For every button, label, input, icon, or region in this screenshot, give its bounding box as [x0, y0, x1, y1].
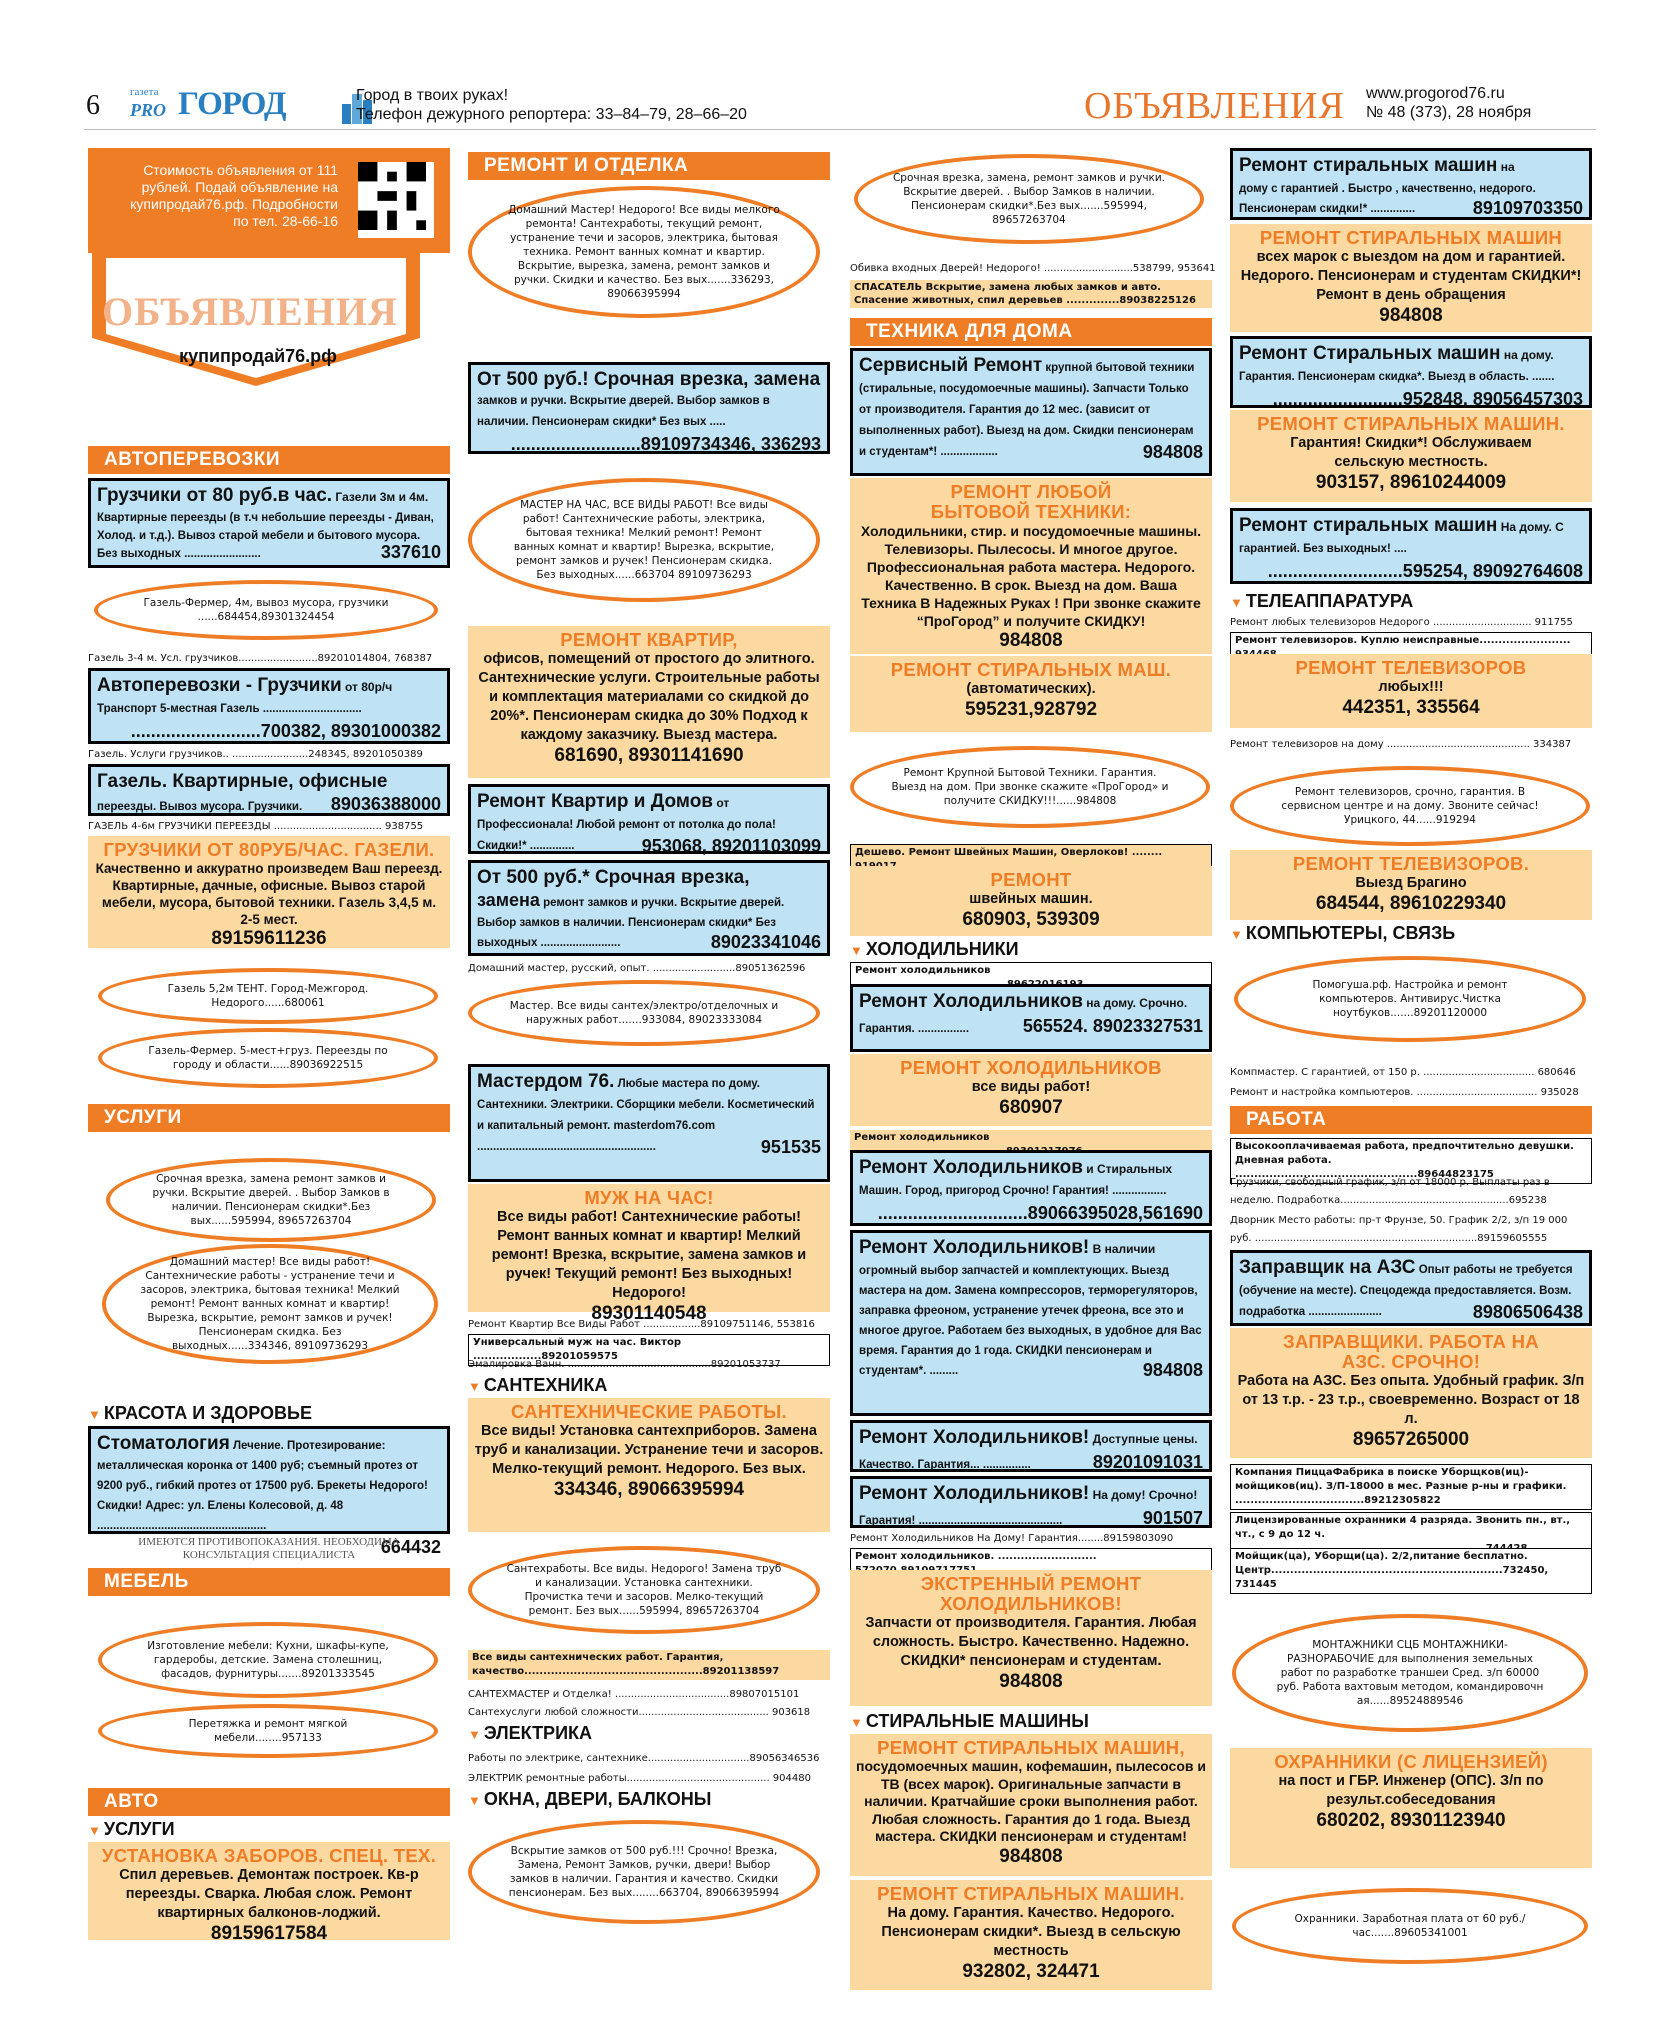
oval-ad: Мастер. Все виды сантех/электро/отделочных и наружных работ.......933084, 89023333084 — [468, 980, 820, 1046]
heading-autoperevozki: АВТОПЕРЕВОЗКИ — [88, 446, 450, 474]
heading-mebel: МЕБЕЛЬ — [88, 1568, 450, 1596]
line-ad: Грузчики, свободный график, з/п от 18000 р. Выплаты раз в неделю. Подработка.....................................................695238 — [1230, 1177, 1550, 1206]
ad-body: Опыт работы не требуется (обучение на месте). Спецодежда предоставляется. Возм. подработка ....................... — [1239, 1264, 1573, 1318]
ad-holodilniki-1 — [850, 984, 1212, 1052]
ad-phone[interactable]: 337610 — [380, 542, 441, 562]
line-ad: Эмалировка Ванн. .............................................89201053737 — [468, 1359, 781, 1370]
line-ad-boxed: Ремонт телевизоров. Куплю неисправные........................ — [1230, 632, 1592, 664]
oval-ad: МАСТЕР НА ЧАС, ВСЕ ВИДЫ РАБОТ! Все виды работ! Сантехнические работы, электрика, бытовая техника! Мелкий ремонт! Ремонт ванных комнат и квартир! Вырезка, вскрытие, ремонт замков и ручек! Пенсионерам скидка. Без выходных......663704 89109736293 — [468, 478, 820, 602]
ad-body: Машин. Город, пригород Срочно! Гарантия! ................. — [859, 1185, 1167, 1197]
line-ad: Дворник Место работы: пр-т Фрунзе, 50. График 2/2, з/п 19 000 руб. ......................................................................89159605555 — [1230, 1215, 1568, 1244]
ad-body: Качественно и аккуратно произведем Ваш переезд. Квартирные, дачные, офисные. Вывоз старой мебели, мусора, бытовой техники. Газель 3,4,5 м. 2-5 мест. — [95, 861, 443, 927]
ad-title-suffix: на — [1497, 160, 1515, 174]
ad-title: РЕМОНТ ЛЮБОЙ БЫТОВОЙ ТЕХНИКИ: — [930, 481, 1132, 522]
ad-title: Ремонт Холодильников! — [859, 1483, 1090, 1504]
line-ad: САНТЕХМАСТЕР и Отделка! ....................................89807015101 — [468, 1689, 800, 1700]
ad-phone[interactable]: 89109703350 — [1472, 198, 1583, 218]
ad-stiralnye-3 — [1230, 508, 1592, 584]
subheading-santehnika: ▼ САНТЕХНИКА — [468, 1375, 608, 1395]
ad-title-suffix: На дому! Срочно! — [1089, 1488, 1198, 1502]
oval-ad: Сантехработы. Все виды. Недорого! Замена труб и канализации. Установка сантехники. Прочистка течи и засоров. Мелко-текущий ремонт. Без вых......595994, 89657263704 — [468, 1546, 820, 1634]
ad-body: Любые мастера по дому. Сантехники. Электрики. Сборщики мебели. Косметический и капитальный ремонт. masterdom76.com ........................................................ — [477, 1078, 815, 1153]
ad-title: РЕМОНТ КВАРТИР, — [560, 629, 738, 650]
ad-phone[interactable]: ..........................700382, 89301000382 — [130, 721, 441, 741]
qr-code-icon[interactable] — [358, 162, 434, 238]
oval-ad: Газель-Фермер. 5-мест+груз. Переезды по городу и области......89036922515 — [98, 1028, 438, 1088]
ad-holodilniki-4 — [850, 1420, 1212, 1472]
line-ad-boxed: Универсальный муж на час. Виктор ..................89201059575 — [468, 1334, 830, 1366]
ad-title: ОХРАННИКИ (С ЛИЦЕНЗИЕЙ) — [1274, 1751, 1548, 1772]
ad-phone[interactable]: 89036388000 — [330, 794, 441, 814]
line-ad: Ремонт Квартир Все Виды Работ ..................89109751146, 553816 — [468, 1319, 815, 1330]
ad-body: офисов, помещений от простого до элитного. Сантехнические услуги. Строительные работы и комплектация материалами со скидкой до 20%*. Пенсионерам скидка до 30% Подход к каждому заказчику. Выезд мастера. — [478, 651, 820, 743]
ad-phone[interactable]: 89301140548 — [591, 1303, 707, 1324]
ad-title-suffix: на дому. — [1500, 348, 1554, 362]
ad-title: Ремонт Квартир и Домов — [477, 791, 713, 812]
ad-phone[interactable]: 680907 — [999, 1097, 1063, 1118]
ad-phone[interactable]: 984808 — [999, 630, 1063, 651]
ad-orange — [1230, 654, 1592, 728]
ad-title: РЕМОНТ — [990, 869, 1072, 890]
subheading-elektrika: ▼ ЭЛЕКТРИКА — [468, 1723, 592, 1743]
oval-ad: Изготовление мебели: Кухни, шкафы-купе, гардеробы, детские. Замена столешниц, фасадов, фурнитуры.......89201333545 — [98, 1622, 438, 1698]
line-ad: Сантехуслуги любой сложности......................................... 903618 — [468, 1707, 811, 1718]
line-ad-orange: Все виды сантехнических работ. Гарантия, качество...............................................89201138597 — [468, 1650, 830, 1680]
promo-title: ОБЪЯВЛЕНИЯ — [102, 289, 398, 334]
ad-phone[interactable]: 664432 — [380, 1537, 441, 1557]
ad-stiralnye-2 — [1230, 336, 1592, 408]
column-3 — [850, 148, 1216, 2018]
ad-orange — [1230, 224, 1592, 332]
ad-body: Гарантия. Пенсионерам скидка*. Выезд в область. ....... — [1239, 371, 1555, 383]
line-ad-boxed: Компания ПиццаФабрика в поиске Уборщков(иц)-мойщиков(иц). З/П-18000 в мес. Разные р-ны и графики. ..................................89212305822 — [1230, 1464, 1592, 1510]
oval-ad: Помогуша.рф. Настройка и ремонт компьютеров. Антивирус.Чистка ноутбуков.......89201120000 — [1234, 956, 1586, 1042]
ad-phone[interactable]: 680903, 539309 — [962, 909, 1100, 930]
ad-orange — [850, 866, 1212, 936]
ad-phone[interactable]: 89159617584 — [210, 1923, 328, 1944]
subheading-holodilniki: ▼ ХОЛОДИЛЬНИКИ — [850, 939, 1019, 959]
ad-phone[interactable]: 89023341046 — [710, 932, 821, 952]
ad-zapravshik — [1230, 1250, 1592, 1326]
ad-title: РЕМОНТ ХОЛОДИЛЬНИКОВ — [900, 1057, 1162, 1078]
ad-phone[interactable]: 984808 — [1142, 442, 1203, 462]
ad-body: замков и ручки. Вскрытие дверей. Выбор замков в наличии. Пенсионерам скидки* Без вых ..... — [477, 395, 770, 428]
slogan-line-1: Город в твоих руках! — [356, 87, 509, 104]
ad-orange — [468, 1398, 830, 1532]
ad-phone[interactable]: 334346, 89066395994 — [553, 1479, 745, 1500]
ad-orange — [850, 1880, 1212, 1990]
ad-gruzchiki — [88, 478, 450, 568]
ad-body: дому с гарантией . Быстро , качественно, недорого. Пенсионерам скидки!* .............. — [1239, 183, 1536, 215]
ad-body: огромный выбор запчастей и комплектующих. Выезд мастера на дом. Замена компрессоров, терморегуляторов, заправка фреоном, устранение утечек фреона, все это и многое другое. Работаем без выходных, в удобное для Вас время. Гарантия до 1 года. СКИДКИ пенсионерам и студентам*. ......... — [859, 1265, 1202, 1377]
ad-holodilniki-2 — [850, 1150, 1212, 1226]
oval-ad: Домашний Мастер! Недорого! Все виды мелкого ремонта! Сантехработы, текущий ремонт, устранение течи и засоров, электрика, бытовая техника. Ремонт ванных комнат и квартир. Вскрытие, вырезка, замена, ремонт замков и ручки. Скидки и качество. Без вых.......336293, 89066395994 — [468, 186, 820, 318]
ad-title: Ремонт Холодильников! — [859, 1427, 1090, 1448]
newspaper-logo — [130, 86, 380, 126]
ad-phone[interactable]: 984808 — [999, 1845, 1063, 1867]
header-slogan — [356, 86, 747, 124]
ad-phone[interactable]: 984808 — [1142, 1360, 1203, 1380]
ad-orange — [850, 1054, 1212, 1126]
subheading-stiralnye: ▼ СТИРАЛЬНЫЕ МАШИНЫ — [850, 1711, 1089, 1731]
ad-phone[interactable]: 680202, 89301123940 — [1316, 1810, 1506, 1831]
ad-title: Ремонт Холодильников! — [859, 1237, 1090, 1258]
promo-text: Стоимость объявления от 111 рублей. Подай объявление на купипродай76.рф. Подробности по тел. 28-66-16 — [130, 162, 338, 229]
ad-stiralnye-1 — [1230, 148, 1592, 220]
ad-body: Все виды работ! Сантехнические работы! Ремонт ванных комнат и квартир! Мелкий ремонт! Врезка, вскрытие, замена замков и ручек! Текущий ремонт! Без выходных! Недорого! — [491, 1209, 807, 1301]
ad-title: САНТЕХНИЧЕСКИЕ РАБОТЫ. — [511, 1401, 787, 1422]
ad-orange — [850, 1734, 1212, 1876]
ad-title: ГРУЗЧИКИ ОТ 80РУБ/ЧАС. ГАЗЕЛИ. — [103, 839, 435, 860]
ad-title: РЕМОНТ СТИРАЛЬНЫХ МАШИН. — [1257, 413, 1565, 434]
ad-orange — [1230, 850, 1592, 920]
ad-body: переезды. Вывоз мусора. Грузчики. — [97, 801, 303, 813]
subheading-uslugi: ▼ УСЛУГИ — [88, 1819, 175, 1839]
line-ad-orange: Ремонт холодильников — [850, 1130, 1212, 1160]
ad-body: Холодильники, стир. и посудомоечные машины. Телевизоры. Пылесосы. И многое другое. Профессиональная работа мастера. Недорого. Качественно. В срок. Выезд на дом. Ваша Техника В Надежных Руках ! При звонке скажите “ПроГород” и получите СКИДКУ! — [860, 523, 1202, 629]
column-4 — [1230, 148, 1592, 2018]
page-header — [84, 80, 1596, 130]
line-ad: Ремонт телевизоров на дому ............................................. 334387 — [1230, 739, 1572, 750]
ad-holodilniki-3 — [850, 1230, 1212, 1416]
ad-body: Спил деревьев. Демонтаж построек. Кв-р переезды. Сварка. Любая слож. Ремонт квартирных балконов-лоджий. — [119, 1867, 419, 1921]
subheading-okna: ▼ ОКНА, ДВЕРИ, БАЛКОНЫ — [468, 1789, 712, 1809]
line-ad: Ремонт и настройка компьютеров. ...................................... 935028 — [1230, 1087, 1579, 1098]
line-ad: Работы по электрике, сантехнике................................89056346536 — [468, 1753, 820, 1764]
oval-ad: Срочная врезка, замена ремонт замков и ручки. Вскрытие дверей. . Выбор Замков в наличии. Пенсионерам скидки*.Без вых......595994, 89657263704 — [106, 1158, 436, 1242]
ad-title: РЕМОНТ СТИРАЛЬНЫХ МАШИН. — [877, 1883, 1185, 1904]
ad-title: РЕМОНТ СТИРАЛЬНЫХ МАШ. — [890, 659, 1172, 680]
ad-phone[interactable]: ..........................952848, 89056457303 — [1272, 389, 1583, 409]
logo-pro-text: PRO — [130, 100, 166, 120]
ad-orange — [1230, 1328, 1592, 1458]
oval-ad: Вскрытие замков от 500 руб.!!! Срочно! Врезка, Замена, Ремонт Замков, ручки, двери! Выбор замков в наличии. Гарантия и качество. Скидки пенсионерам. Без вых........663704, 89066395994 — [468, 1820, 820, 1924]
logo-main-text: ГОРОД — [178, 86, 286, 122]
ad-phone[interactable]: 984808 — [1379, 305, 1443, 326]
ad-body: На дому. Гарантия. Качество. Недорого. Пенсионерам скидки*. Выезд в сельскую местность — [881, 1905, 1181, 1959]
ad-orange — [468, 626, 830, 778]
ad-title-suffix: Доступные цены. — [1089, 1432, 1198, 1446]
ad-title: Ремонт Стиральных машин — [1239, 343, 1501, 364]
ad-orange — [468, 1184, 830, 1324]
ad-body: Гарантия! ............................................. — [859, 1515, 1063, 1527]
ad-title: Газель. Квартирные, офисные — [97, 771, 388, 792]
oval-ad: Перетяжка и ремонт мягкой мебели........957133 — [98, 1704, 438, 1758]
ad-title: Сервисный Ремонт — [859, 355, 1043, 376]
ad-title-suffix: от 80р/ч — [341, 680, 393, 694]
oval-ad: Охранники. Заработная плата от 60 руб./ час.......89605341001 — [1232, 1888, 1588, 1964]
ad-phone[interactable]: ..............................89066395028,561690 — [877, 1203, 1203, 1223]
ad-title: Стоматология — [97, 1433, 230, 1454]
ad-body: всех марок с выездом на дом и гарантией. Недорого. Пенсионерам и студентам СКИДКИ*! Ремонт в день обращения — [1240, 249, 1582, 303]
ad-orange — [88, 1842, 450, 1944]
ad-orange — [1230, 1748, 1592, 1868]
ad-masterdom — [468, 1064, 830, 1182]
line-ad-boxed: Высокооплачиваемая работа, предпочтительно девушки. Дневная работа. ................................................89644823175 — [1230, 1138, 1592, 1184]
heading-rabota: РАБОТА — [1230, 1106, 1592, 1134]
line-ad-boxed: Лицензированные охранники 4 разряда. Звонить пн., вт., чт., с 9 до 12 ч. — [1230, 1512, 1592, 1558]
oval-ad: Газель 5,2м ТЕНТ. Город-Межгород. Недорого......680061 — [98, 968, 438, 1024]
ad-body: швейных машин. — [969, 891, 1093, 907]
ad-vrezka — [468, 362, 830, 454]
ad-title: Автоперевозки - Грузчики — [97, 675, 342, 696]
line-ad-boxed: Ремонт холодильников — [850, 962, 1212, 994]
column-2 — [468, 148, 830, 2018]
ad-title-suffix: и Стиральных — [1082, 1162, 1173, 1176]
oval-ad: Домашний мастер! Все виды работ! Сантехнические работы - устранение течи и засоров, электрика, бытовая техника! Мелкий ремонт! Ремонт ванных комнат и квартир! Вырезка, вскрытие, ремонт замков и ручек! Пенсионерам скидка. Без выходных......334346, 89109736293 — [102, 1244, 438, 1364]
promo-banner — [88, 148, 450, 388]
ad-title: Ремонт Холодильников — [859, 991, 1083, 1012]
ad-phone[interactable]: 89806506438 — [1472, 1302, 1583, 1322]
line-ad: Компмастер. С гарантией, от 150 р. ................................... 680646 — [1230, 1067, 1576, 1078]
ad-body: все виды работ! — [971, 1079, 1091, 1095]
ad-orange — [1230, 410, 1592, 502]
ad-title: РЕМОНТ СТИРАЛЬНЫХ МАШИН, — [877, 1737, 1185, 1758]
heading-tehnika: ТЕХНИКА ДЛЯ ДОМА — [850, 318, 1212, 346]
ad-orange — [88, 836, 450, 948]
ad-title: РЕМОНТ СТИРАЛЬНЫХ МАШИН — [1259, 227, 1563, 248]
line-ad-boxed: Мойщик(ца), Уборщи(ца). 2/2,питание бесплатно. Центр.............................................................732450, 731445 — [1230, 1548, 1592, 1594]
ad-orange — [850, 656, 1212, 732]
ad-body: Все виды! Установка сантехприборов. Замена труб и канализации. Устранение течи и засоров. Мелко-текущий ремонт. Недорого. Без вых. — [474, 1423, 824, 1477]
ad-title-2: замена — [477, 890, 540, 910]
ad-body: Работа на АЗС. Без опыта. Удобный график. З/п от 13 т.р. - 23 т.р., своевременно. Возраст от 18 л. — [1237, 1373, 1585, 1427]
site-url[interactable]: www.progorod76.ru — [1366, 85, 1505, 102]
line-ad: Ремонт любых телевизоров Недорого ............................... 911755 — [1230, 617, 1573, 628]
line-ad: Газель 3-4 м. Усл. грузчиков.........................89201014804, 768387 — [88, 653, 433, 664]
line-ad: Ремонт Холодильников На Дому! Гарантия........89159803090 — [850, 1533, 1174, 1544]
ad-title: ЭКСТРЕННЫЙ РЕМОНТ ХОЛОДИЛЬНИКОВ! — [920, 1573, 1142, 1614]
ad-orange — [850, 478, 1212, 654]
ad-title: РЕМОНТ ТЕЛЕВИЗОРОВ — [1295, 657, 1527, 678]
line-ad: ГАЗЕЛЬ 4-6м ГРУЗЧИКИ ПЕРЕЕЗДЫ .................................. 938755 — [88, 821, 424, 832]
ad-gazel — [88, 764, 450, 816]
ad-phone[interactable]: 89201091031 — [1092, 1452, 1203, 1472]
ad-title-suffix: от — [712, 796, 730, 810]
ad-body: (автоматических). — [966, 681, 1096, 697]
ad-phone[interactable]: 595231,928792 — [964, 699, 1098, 720]
ad-title-suffix: на дому. Срочно. — [1082, 996, 1188, 1010]
ad-title: Грузчики от 80 руб.в час. Газели 3м и 4м. — [97, 485, 429, 506]
logo-small-text: газета — [130, 86, 159, 98]
line-ad: Домашний мастер, русский, опыт. ..........................89051362596 — [468, 963, 806, 974]
issue-number: № 48 (373), 28 ноября — [1366, 104, 1532, 121]
oval-ad: Ремонт телевизоров, срочно, гарантия. В сервисном центре и на дому. Звоните сейчас! Урицкого, 44......919294 — [1230, 766, 1590, 846]
subheading-krasota: ▼ КРАСОТА И ЗДОРОВЬЕ — [88, 1403, 312, 1423]
site-info — [1366, 84, 1531, 122]
ad-orange — [850, 1570, 1212, 1706]
heading-remont: РЕМОНТ И ОТДЕЛКА — [468, 152, 830, 180]
ad-phone[interactable]: 684544, 89610229340 — [1315, 893, 1507, 914]
ad-phone[interactable]: 442351, 335564 — [1342, 697, 1480, 718]
oval-ad: Срочная врезка, замена, ремонт замков и ручки. Вскрытие дверей. . Выбор Замков в наличии. Пенсионерам скидки*.Без вых.......595994, 89657263704 — [854, 154, 1204, 244]
ad-title: Мастердом 76. — [477, 1071, 615, 1092]
ad-phone[interactable]: ..........................89109734346, 336293 — [510, 434, 821, 454]
ad-title: РЕМОНТ ТЕЛЕВИЗОРОВ. — [1292, 853, 1530, 874]
ad-body: Профессионала! Любой ремонт от потолка до пола! Скидки!* .............. — [477, 819, 776, 852]
ad-body: Квартирные переезды (в т.ч небольшие переезды - Диван, Холод. и т.д.). Вывоз старой мебели и бытового мусора. Без выходных ........................ — [97, 512, 434, 560]
ad-title: Заправщик на АЗС — [1239, 1257, 1416, 1278]
promo-url[interactable]: купипродай76.рф — [179, 346, 337, 366]
line-ad-orange: Дешево. Ремонт Швейных Машин, Оверлоков! ........ — [850, 844, 1212, 876]
ad-title-suffix: В наличии — [1089, 1242, 1156, 1256]
ad-servis-remont — [850, 348, 1212, 476]
ad-body: крупной бытовой техники (стиральные, посудомоечные машины). Запчасти Только от производителя. Гарантия до 12 мес. (зависит от выполненных работ). Выезд на дом. Скидки пенсионерам и студентам*! .................. — [859, 362, 1195, 458]
subheading-kompyutery: ▼ КОМПЬЮТЕРЫ, СВЯЗЬ — [1230, 923, 1456, 943]
ad-phone[interactable]: 903157, 89610244009 — [1315, 472, 1507, 493]
line-ad: Обивка входных Дверей! Недорого! ............................538799, 953641 — [850, 263, 1216, 274]
ad-autoperevozki — [88, 668, 450, 744]
reporter-phone: Телефон дежурного репортера: 33–84–79, 28–66–20 — [356, 106, 747, 123]
line-ad: Газель. Услуги грузчиков.. ........................248345, 89201050389 — [88, 749, 423, 760]
oval-ad: МОНТАЖНИКИ СЦБ МОНТАЖНИКИ-РАЗНОРАБОЧИЕ для выполнения земельных работ по разработке траншеи Сред. з/п 60000 руб. Работа вахтовым методом, командировочн ая......89524889546 — [1232, 1614, 1588, 1732]
ad-title: От 500 руб.* Срочная врезка, — [477, 867, 750, 888]
ad-title: ЗАПРАВЩИКИ. РАБОТА НА АЗС. СРОЧНО! — [1283, 1331, 1539, 1372]
ad-body: на пост и ГБР. Инженер (ОПС). З/п по результ.собеседования — [1278, 1773, 1544, 1808]
ad-title: Ремонт стиральных машин — [1239, 155, 1498, 176]
ad-body: Лечение. Протезирование: металлическая коронка от 1400 руб; съемный протез от 9200 руб., гибкий протез от 17500 руб. Брекеты Недорого! Скидки! Адрес: ул. Елены Колесовой, д. 48 ..................................................... — [97, 1440, 428, 1532]
ad-body: Выезд Брагино — [1355, 875, 1467, 891]
ad-body: посудомоечных машин, кофемашин, пылесосов и ТВ (всех марок). Оригинальные запчасти в наличии. Кратчайшие сроки выполнения работ. Любая сложность. Гарантия до 1 года. Выезд мастера. СКИДКИ пенсионерам и студентам! — [856, 1758, 1206, 1844]
heading-avto: АВТО — [88, 1788, 450, 1816]
ad-title: Ремонт Холодильников — [859, 1157, 1083, 1178]
ad-phone[interactable]: 89159611236 — [211, 928, 327, 949]
ad-title: УСТАНОВКА ЗАБОРОВ. СПЕЦ. ТЕХ. — [101, 1845, 437, 1866]
ad-phone[interactable]: 681690, 89301141690 — [554, 745, 744, 766]
column-1 — [88, 148, 450, 2018]
line-ad: ЭЛЕКТРИК ремонтные работы............................................. 904480 — [468, 1773, 811, 1784]
ad-body: ремонт замков и ручки. Вскрытие дверей. Выбор замков в наличии. Пенсионерам скидки* Без выходных ......................... — [477, 897, 785, 949]
medical-note: ИМЕЮТСЯ ПРОТИВОПОКАЗАНИЯ. НЕОБХОДИМА КОНСУЛЬТАЦИЯ СПЕЦИАЛИСТА — [138, 1536, 400, 1561]
subheading-tv: ▼ ТЕЛЕАППАРАТУРА — [1230, 591, 1414, 611]
ad-body: Гарантия. ................ — [859, 1023, 970, 1035]
line-ad-boxed: Ремонт холодильников. .......................... — [850, 1548, 1212, 1580]
ad-title: МУЖ НА ЧАС! — [584, 1187, 714, 1208]
ad-body: Качество. Гарантия... ............... — [859, 1459, 1031, 1471]
ad-phone[interactable]: ...........................595254, 89092764608 — [1267, 561, 1583, 581]
oval-ad: Ремонт Крупной Бытовой Техники. Гарантия. Выезд на дом. При звонке скажите «ПроГород» и получите СКИДКУ!!!......984808 — [850, 746, 1210, 828]
ad-remont-kvartir — [468, 784, 830, 854]
line-ad-orange: СПАСАТЕЛЬ Вскрытие, замена любых замков и авто. Спасение животных, спил деревьев ..............89038225126 — [850, 280, 1212, 308]
ad-vrezka-500 — [468, 860, 830, 956]
ad-body: Транспорт 5-местная Газель ............................... — [97, 703, 362, 715]
ad-holodilniki-5 — [850, 1476, 1212, 1528]
ad-phone[interactable]: 984808 — [999, 1671, 1063, 1692]
oval-ad: Газель-Фермер, 4м, вывоз мусора, грузчики ......684454,89301324454 — [94, 580, 438, 640]
ad-phone[interactable]: 951535 — [760, 1137, 821, 1157]
ad-title: Ремонт стиральных машин — [1239, 515, 1498, 536]
ad-phone[interactable]: 901507 — [1142, 1508, 1203, 1528]
ad-body: любых!!! — [1378, 679, 1444, 695]
section-title: ОБЪЯВЛЕНИЯ — [1084, 85, 1345, 127]
page-number: 6 — [86, 90, 100, 121]
ad-phone[interactable]: 89657265000 — [1352, 1429, 1470, 1450]
ad-body: гарантией. Без выходных! .... — [1239, 543, 1407, 555]
ad-title: От 500 руб.! Срочная врезка, замена — [477, 369, 821, 390]
ad-body: Гарантия! Скидки*! Обслуживаем сельскую местность. — [1290, 435, 1532, 470]
ad-phone[interactable]: 953068, 89201103099 — [641, 836, 821, 856]
ad-phone[interactable]: 932802, 324471 — [962, 1961, 1100, 1982]
ad-phone[interactable]: 565524. 89023327531 — [1022, 1016, 1203, 1036]
ad-body: Запчасти от производителя. Гарантия. Любая сложность. Быстро. Качественно. Надежно. СКИДКИ* пенсионерам и студентам. — [865, 1615, 1197, 1669]
ad-title-suffix: На дому. С — [1497, 520, 1564, 534]
heading-uslugi: УСЛУГИ — [88, 1104, 450, 1132]
